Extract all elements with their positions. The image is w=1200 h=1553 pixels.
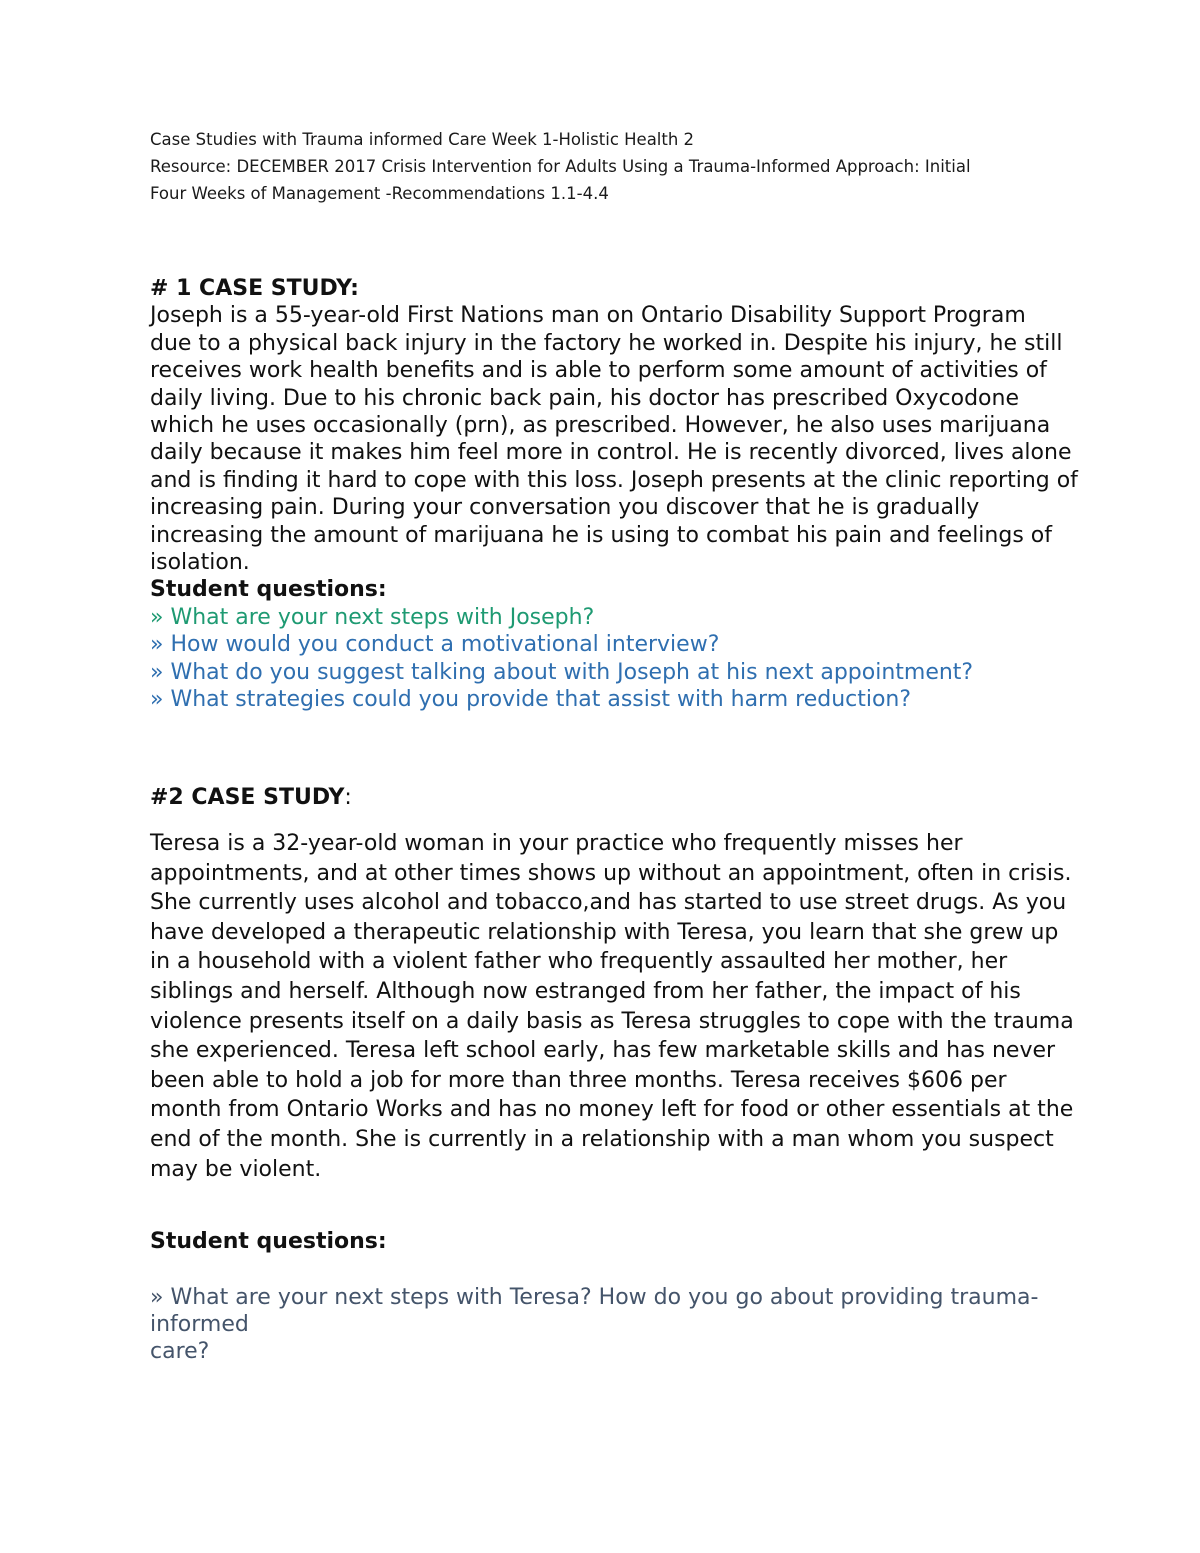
case1-question: » What are your next steps with Joseph? <box>150 604 595 630</box>
case2-question-line1: » What are your next steps with Teresa? How do you go about providing trauma-informed <box>150 1285 1039 1337</box>
header-resource: Resource: DECEMBER 2017 Crisis Intervention for Adults Using a Trauma-Informed Approach: Initial <box>150 157 971 176</box>
case-study-1 <box>150 275 1080 714</box>
case1-body: due to a physical back injury in the factory he worked in. Despite his injury, he still receives work health benefits and is able to perform some amount of activities of daily living. Due to his chronic back pain, his doctor has prescribed Oxycodone which he uses occasionally (prn), as prescribed. However, he also uses marijuana daily because it makes him feel more in control. He is recently divorced, lives alone and is finding it hard to cope with this loss. Joseph presents at the clinic reporting of increasing pain. During your conversation you discover that he is gradually increasing the amount of marijuana he is using to combat his pain and feelings of isolation. <box>150 330 1078 576</box>
case2-title <box>150 784 352 812</box>
case1-question: » What do you suggest talking about with Joseph at his next appointment? <box>150 659 974 685</box>
document-header <box>150 126 1070 207</box>
case2-question-line2: care? <box>150 1339 210 1364</box>
case1-question: » How would you conduct a motivational interview? <box>150 632 720 658</box>
header-resource-cont: Four Weeks of Management -Recommendations 1.1-4.4 <box>150 184 609 203</box>
case1-questions-heading: Student questions: <box>150 577 387 603</box>
case2-title-text: #2 CASE STUDY <box>150 785 345 810</box>
case2-body: Teresa is a 32-year-old woman in your practice who frequently misses her appointments, and at other times shows up without an appointment, often in crisis. She currently uses alcohol and tobacco,and has started to use street drugs. As you have developed a therapeutic relationship with Teresa, you learn that she grew up in a household with a violent father who frequently assaulted her mother, her siblings and herself. Although now estranged from her father, the impact of his violence presents itself on a daily basis as Teresa struggles to cope with the trauma she experienced. Teresa left school early, has few marketable skills and has never been able to hold a job for more than three months. Teresa receives $606 per month from Ontario Works and has no money left for food or other essentials at the end of the month. She is currently in a relationship with a man whom you suspect may be violent. <box>150 831 1074 1182</box>
header-title: Case Studies with Trauma informed Care Week 1-Holistic Health 2 <box>150 130 695 149</box>
case2-title-colon: : <box>344 785 352 810</box>
case2-question <box>150 1284 1080 1365</box>
case1-question-list <box>150 604 1080 714</box>
case-study-2 <box>150 829 1080 1184</box>
case2-questions-heading: Student questions: <box>150 1229 387 1254</box>
case1-title: # 1 CASE STUDY: <box>150 276 359 301</box>
case1-question: » What strategies could you provide that assist with harm reduction? <box>150 687 912 713</box>
case1-intro: Joseph is a 55-year-old First Nations man on Ontario Disability Support Program <box>150 303 1026 329</box>
